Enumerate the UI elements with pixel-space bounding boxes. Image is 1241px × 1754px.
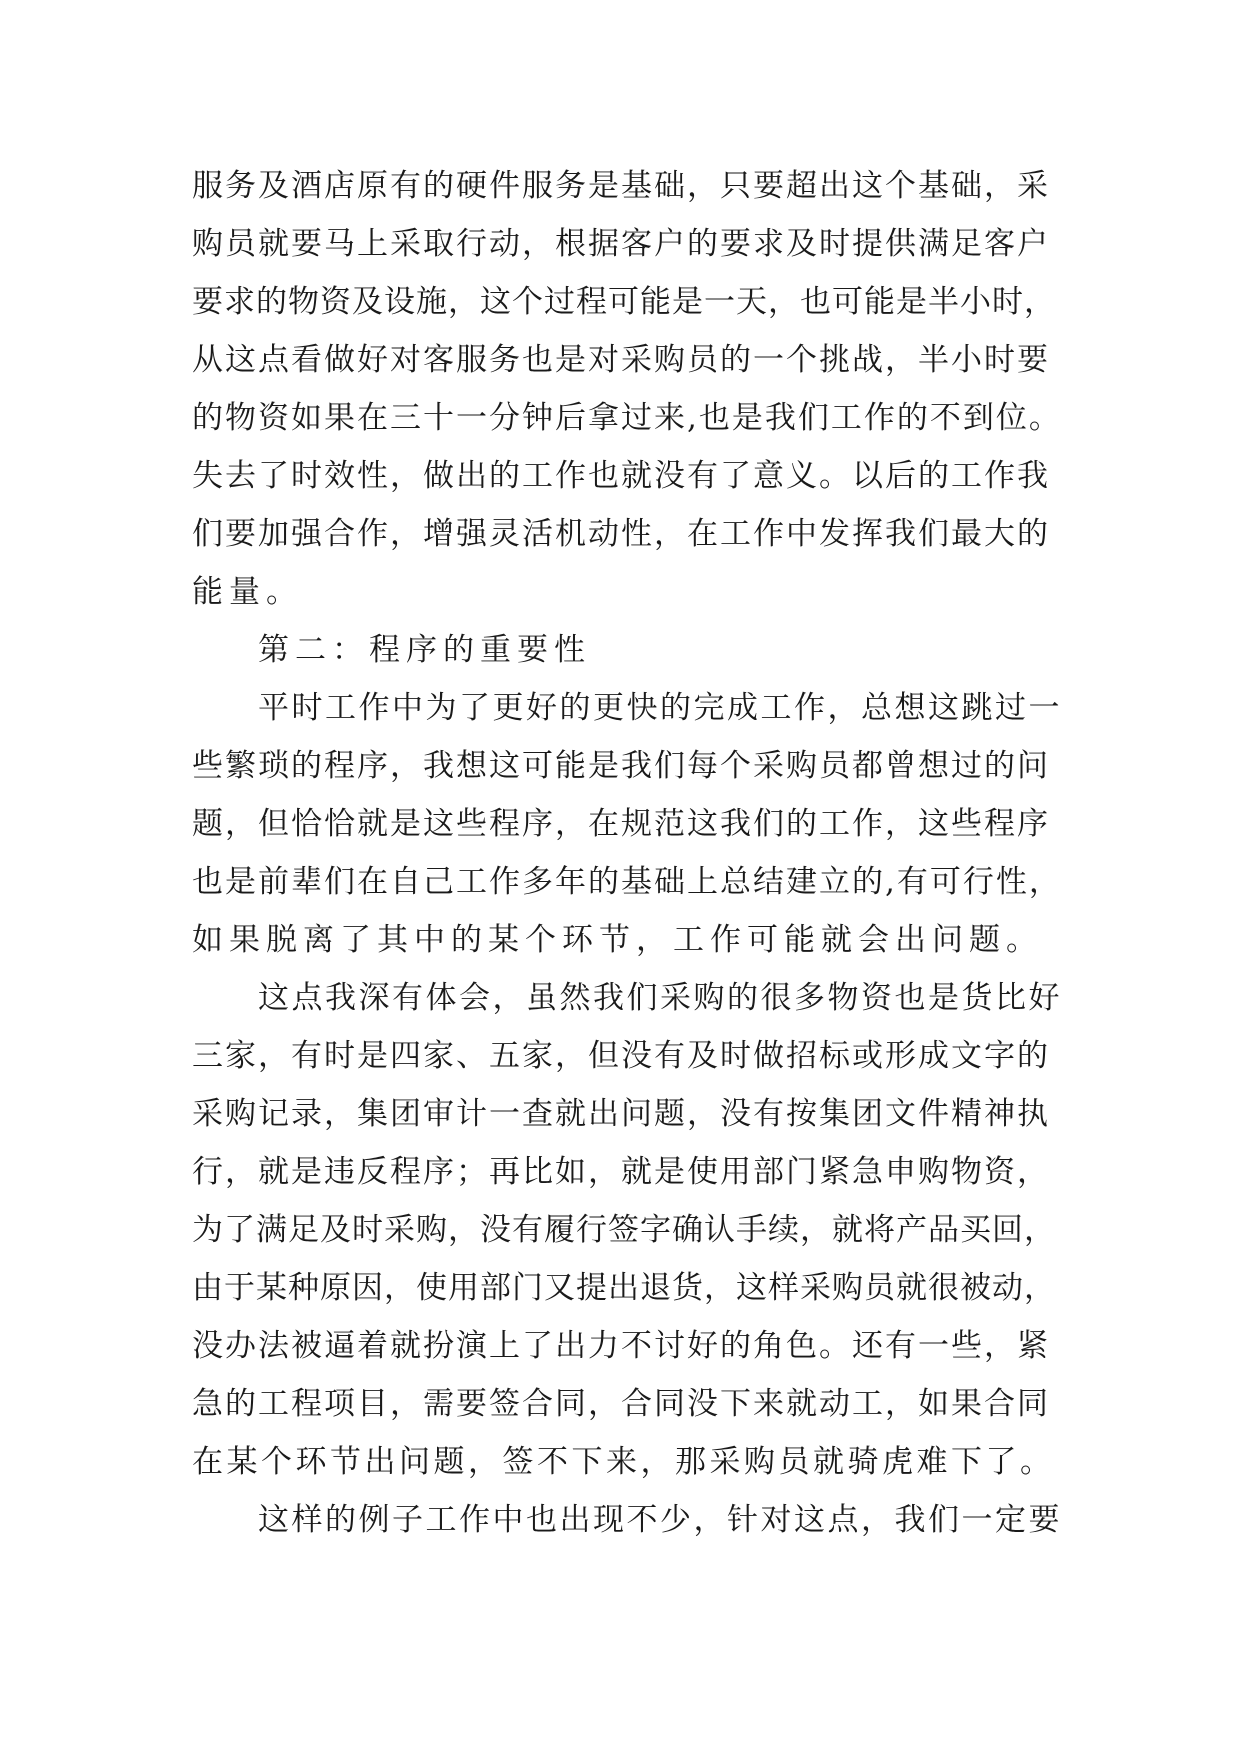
- body-text: [192, 157, 1062, 1549]
- text-line: 平时工作中为了更好的更快的完成工作，总想这跳过一: [258, 690, 1062, 726]
- text-line: 也是前辈们在自己工作多年的基础上总结建立的,有可行性，: [192, 864, 1062, 900]
- text-line: 购员就要马上采取行动，根据客户的要求及时提供满足客户: [192, 226, 1050, 262]
- text-line: 采购记录，集团审计一查就出问题，没有按集团文件精神执: [192, 1096, 1050, 1132]
- text-line: 服务及酒店原有的硬件服务是基础，只要超出这个基础，采: [192, 168, 1050, 204]
- text-line: 为了满足及时采购，没有履行签字确认手续，就将产品买回，: [192, 1212, 1056, 1248]
- text-line: 急的工程项目，需要签合同，合同没下来就动工，如果合同: [192, 1386, 1050, 1422]
- text-line: 如果脱离了其中的某个环节，工作可能就会出问题。: [192, 922, 1043, 958]
- text-line: 些繁琐的程序，我想这可能是我们每个采购员都曾想过的问: [192, 748, 1050, 784]
- text-line: 题，但恰恰就是这些程序，在规范这我们的工作，这些程序: [192, 806, 1050, 842]
- text-line: 三家，有时是四家、五家，但没有及时做招标或形成文字的: [192, 1038, 1050, 1074]
- text-line: 能量。: [192, 574, 303, 610]
- text-line: 在某个环节出问题，签不下来，那采购员就骑虎难下了。: [192, 1444, 1055, 1480]
- text-line: 要求的物资及设施，这个过程可能是一天，也可能是半小时，: [192, 284, 1056, 320]
- section-heading: 第二：程序的重要性: [258, 632, 591, 668]
- text-line: 由于某种原因，使用部门又提出退货，这样采购员就很被动，: [192, 1270, 1056, 1306]
- text-line: 这样的例子工作中也出现不少，针对这点，我们一定要: [258, 1502, 1062, 1538]
- text-line: 失去了时效性，做出的工作也就没有了意义。以后的工作我: [192, 458, 1050, 494]
- text-line: 行，就是违反程序；再比如，就是使用部门紧急申购物资，: [192, 1154, 1050, 1190]
- text-line: 们要加强合作，增强灵活机动性，在工作中发挥我们最大的: [192, 516, 1050, 552]
- text-line: 这点我深有体会，虽然我们采购的很多物资也是货比好: [258, 980, 1062, 1016]
- text-line: 从这点看做好对客服务也是对采购员的一个挑战，半小时要: [192, 342, 1050, 378]
- text-line: 的物资如果在三十一分钟后拿过来,也是我们工作的不到位。: [192, 400, 1062, 436]
- text-line: 没办法被逼着就扮演上了出力不讨好的角色。还有一些，紧: [192, 1328, 1050, 1364]
